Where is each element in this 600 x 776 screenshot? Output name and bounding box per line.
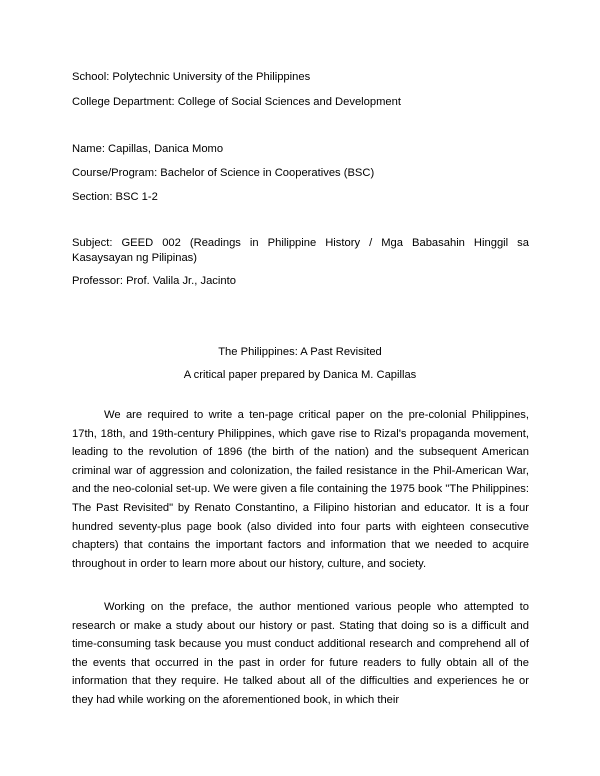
paper-subtitle: A critical paper prepared by Danica M. Capillas <box>183 369 417 381</box>
subject-line: Subject: GEED 002 (Readings in Philippine History / Mga Babasahin Hinggil sa <box>72 237 529 249</box>
school-line: School: Polytechnic University of the Philippines <box>72 71 311 83</box>
department-line: College Department: College of Social Sciences and Development <box>72 96 401 108</box>
student-name-line: Name: Capillas, Danica Momo <box>72 143 224 155</box>
professor-line: Professor: Prof. Valila Jr., Jacinto <box>72 275 236 287</box>
body-paragraph-1: We are required to write a ten-page critical paper on the pre-colonial Philippines, 17th, 18th, and 19th-century Philippines, which gave rise to Rizal's propaganda movement, leading to the revolution of 1896 (the birth of the nation) and the subsequent American criminal war of aggression and colonization, the failed resistance in the Phil-American War, and the neo-colonial set-up. We were given a file containing the 1975 book "The Philippines: The Past Revisited" by Renato Constantino, a Filipino historian and educator. It is a four hundred seventy-plus page book (also divided into four parts with eighteen consecutive chapters) that contains the important factors and information that we needed to acquire throughout in order to learn more about our history, culture, and society. <box>72 409 529 570</box>
paper-title: The Philippines: A Past Revisited <box>218 346 382 358</box>
course-line: Course/Program: Bachelor of Science in Cooperatives (BSC) <box>72 167 375 179</box>
subject-line-continued: Kasaysayan ng Pilipinas) <box>72 252 197 264</box>
body-paragraph-2: Working on the preface, the author mentioned various people who attempted to research or make a study about our history or past. Stating that doing so is a difficult and time-consuming task because you must conduct additional research and comprehend all of the events that occurred in the past in order for future readers to fully obtain all of the information that they require. He talked about all of the difficulties and experiences he or they had while working on the aforementioned book, in which their <box>72 601 529 706</box>
section-line: Section: BSC 1-2 <box>72 191 158 203</box>
